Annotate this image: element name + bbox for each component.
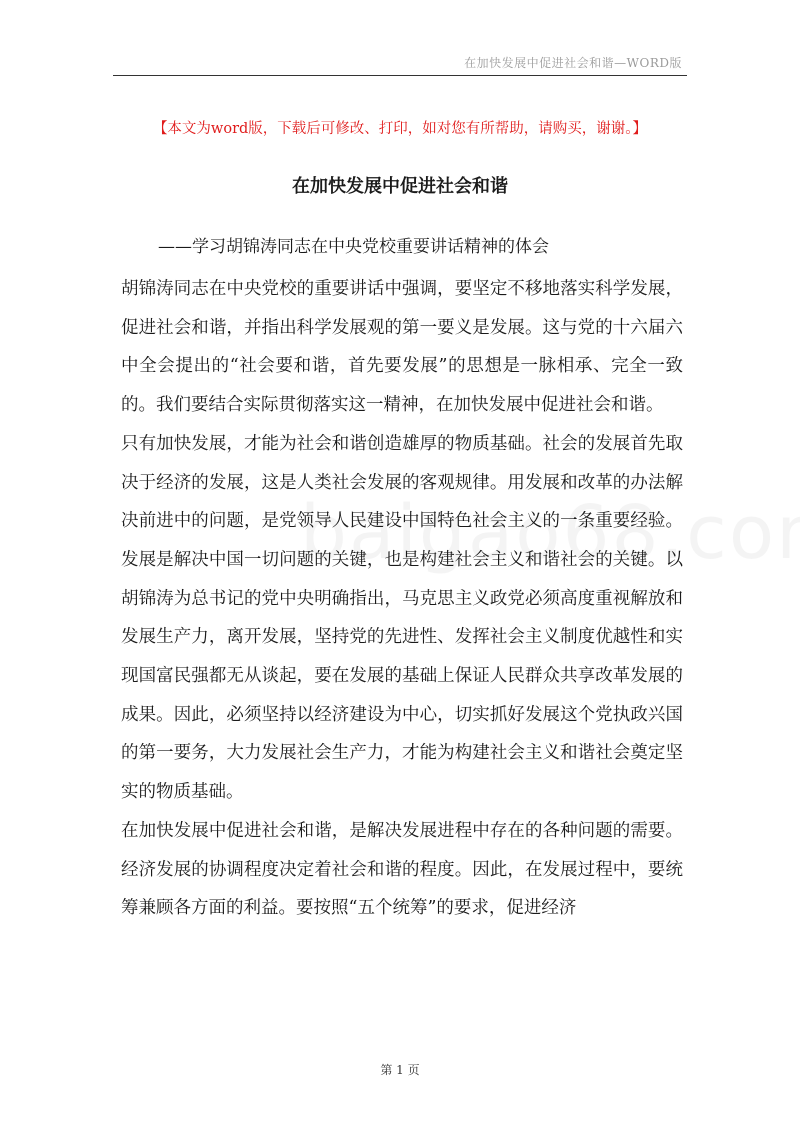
document-body — [121, 270, 683, 928]
running-header: 在加快发展中促进社会和谐—WORD版 — [464, 56, 682, 70]
body-paragraph-3: 在加快发展中促进社会和谐，是解决发展进程中存在的各种问题的需要。经济发展的协调程度决定着社会和谐的程度。因此，在发展过程中，要统筹兼顾各方面的利益。要按照“五个统筹”的要求，促进经济 — [121, 820, 683, 919]
body-paragraph-2: 只有加快发展，才能为社会和谐创造雄厚的物质基础。社会的发展首先取决于经济的发展，这是人类社会发展的客观规律。用发展和改革的办法解决前进中的问题，是党领导人民建设中国特色社会主义的一条重要经验。发展是解决中国一切问题的关键，也是构建社会主义和谐社会的关键。以胡锦涛为总书记的党中央明确指出，马克思主义政党必须高度重视解放和发展生产力，离开发展，坚持党的先进性、发挥社会主义制度优越性和实现国富民强都无从谈起，要在发展的基础上保证人民群众共享改革发展的成果。因此，必须坚持以经济建设为中心，切实抓好发展这个党执政兴国的第一要务，大力发展社会生产力，才能为构建社会主义和谐社会奠定坚实的物质基础。 — [121, 433, 683, 803]
document-title: 在加快发展中促进社会和谐 — [292, 176, 508, 197]
body-paragraph-1: 胡锦涛同志在中央党校的重要讲话中强调，要坚定不移地落实科学发展，促进社会和谐，并指出科学发展观的第一要义是发展。这与党的十六届六中全会提出的“社会要和谐，首先要发展”的思想是一脉相承、完全一致的。我们要结合实际贯彻落实这一精神，在加快发展中促进社会和谐。 — [121, 279, 683, 416]
page-number: 第 1 页 — [380, 1063, 420, 1077]
document-subtitle: ——学习胡锦涛同志在中央党校重要讲话精神的体会 — [158, 237, 549, 257]
download-notice: 【本文为word版，下载后可修改、打印，如对您有所帮助，请购买，谢谢。】 — [152, 121, 648, 137]
header-divider — [113, 75, 687, 76]
